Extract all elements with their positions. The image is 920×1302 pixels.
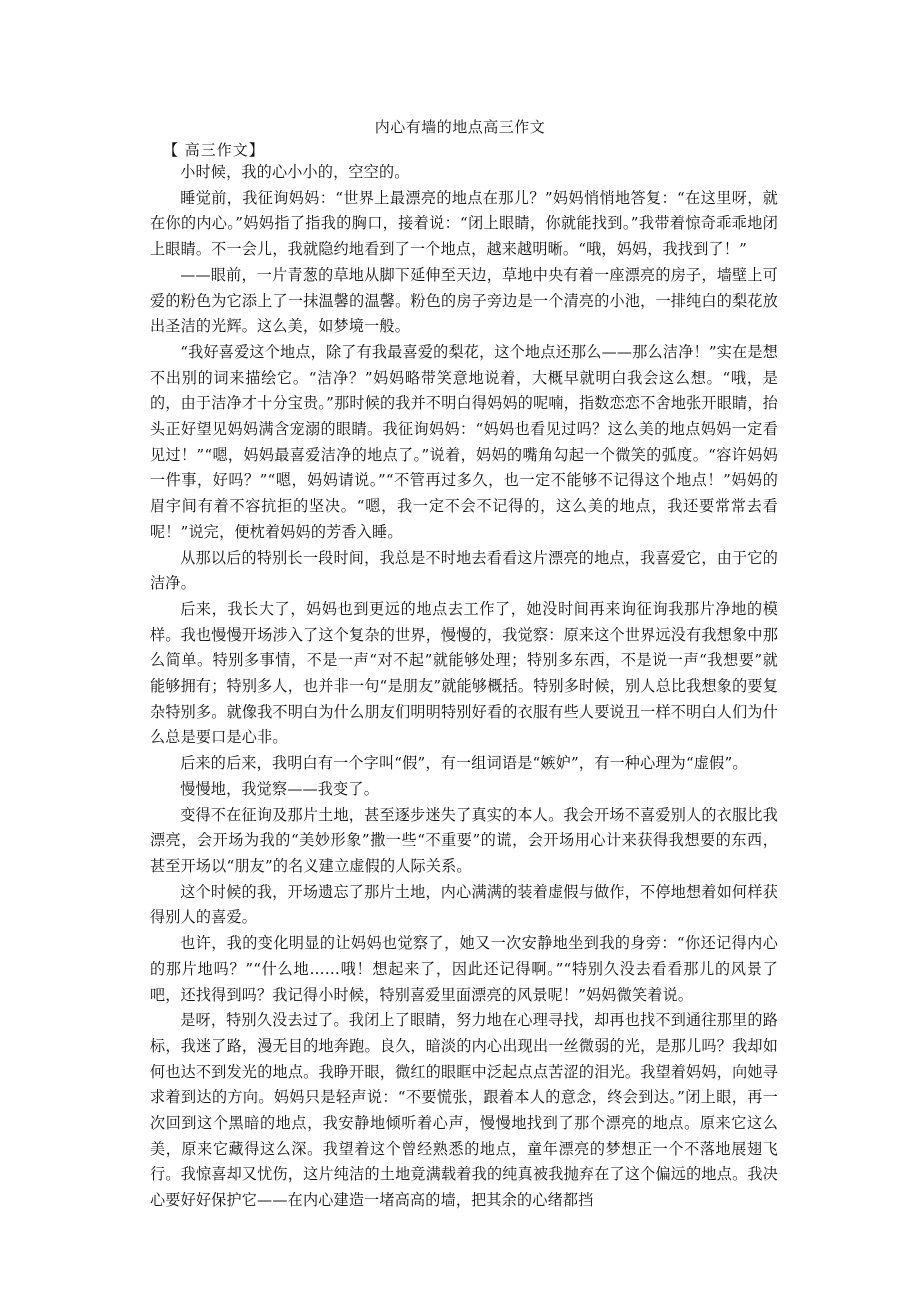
paragraph: 是呀，特别久没去过了。我闭上了眼睛，努力地在心理寻找，却再也找不到通往那里的路标，我迷了路，漫无目的地奔跑。良久，暗淡的内心出现出一丝微弱的光，是那儿吗？我却如何也达不到发光的地点。我睁开眼，微红的眼眶中泛起点点苦涩的泪光。我望着妈妈，向她寻求着到达的方向。妈妈只是轻声说：“不要慌张，跟着本人的意念，终会到达。”闭上眼，再一次回到这个黑暗的地点，我安静地倾听着心声，慢慢地找到了那个漂亮的地点。原来它这么美，原来它藏得这么深。我望着这个曾经熟悉的地点，童年漂亮的梦想正一个不落地展翅飞行。我惊喜却又忧伤，这片纯洁的土地竟满载着我的纯真被我抛弃在了这个偏远的地点。我决心要好好保护它——在内心建造一堵高高的墙，把其余的心绪都挡 bbox=[150, 1011, 778, 1210]
paragraph: 睡觉前，我征询妈妈：“世界上最漂亮的地点在那儿？”妈妈悄悄地答复：“在这里呀，就在你的内心。”妈妈指了指我的胸口，接着说：“闭上眼睛，你就能找到。”我带着惊奇乖乖地闭上眼睛。不一会儿，我就隐约地看到了一个地点，越来越明晰。“哦，妈妈，我找到了！” bbox=[150, 188, 778, 259]
paragraph: ——眼前，一片青葱的草地从脚下延伸至天边，草地中央有着一座漂亮的房子，墙壁上可爱的粉色为它添上了一抹温馨的温馨。粉色的房子旁边是一个清亮的小池，一排纯白的梨花放出圣洁的光辉。这么美，如梦境一般。 bbox=[150, 265, 778, 336]
paragraph: 这个时候的我，开场遗忘了那片土地，内心满满的装着虚假与做作，不停地想着如何样获得别人的喜爱。 bbox=[150, 882, 778, 927]
paragraph: 变得不在征询及那片土地，甚至逐步迷失了真实的本人。我会开场不喜爱别人的衣服比我漂亮，会开场为我的“美妙形象”撒一些“不重要”的谎，会开场用心计来获得我想要的东西，甚至开场以“朋友”的名义建立虚假的人际关系。 bbox=[150, 805, 778, 875]
paragraph: 后来，我长大了，妈妈也到更远的地点去工作了，她没时间再来询征询我那片净地的模样。我也慢慢开场涉入了这个复杂的世界，慢慢的，我觉察：原来这个世界远没有我想象中那么简单。特别多事情，不是一声“对不起”就能够处理；特别多东西，不是说一声“我想要”就能够拥有；特别多人，也并非一句“是朋友”就能够概括。特别多时候，别人总比我想象的要复杂特别多。就像我不明白为什么朋友们明明特别好看的衣服有些人要说丑一样不明白人们为什么总是要口是心非。 bbox=[150, 599, 778, 747]
essay-body bbox=[150, 160, 778, 1214]
paragraph: 后来的后来，我明白有一个字叫“假”，有一组词语是“嫉妒”，有一种心理为“虚假”。 bbox=[180, 754, 748, 773]
document-title: 内心有墙的地点高三作文 bbox=[374, 118, 546, 136]
category-tag: 【 高三作文】 bbox=[163, 141, 265, 159]
paragraph: 小时候，我的心小小的，空空的。 bbox=[180, 163, 410, 181]
paragraph: 也许，我的变化明显的让妈妈也觉察了，她又一次安静地坐到我的身旁：“你还记得内心的那片地吗？”“什么地……哦！想起来了，因此还记得啊。”“特别久没去看看那儿的风景了吧，还找得到吗？我记得小时候，特别喜爱里面漂亮的风景呢！”妈妈微笑着说。 bbox=[150, 934, 778, 1004]
paragraph: 从那以后的特别长一段时间，我总是不时地去看看这片漂亮的地点，我喜爱它，由于它的洁净。 bbox=[150, 548, 778, 593]
paragraph: “我好喜爱这个地点，除了有我最喜爱的梨花，这个地点还那么——那么洁净！”实在是想不出别的词来描绘它。“洁净？”妈妈略带笑意地说着，大概早就明白我会这么想。“哦，是的，由于洁净才十分宝贵。”那时候的我并不明白得妈妈的呢喃，指数恋恋不舍地张开眼睛，抬头正好望见妈妈满含宠溺的眼睛。我征询妈妈：“妈妈也看见过吗？这么美的地点妈妈一定看见过！”“嗯，妈妈最喜爱洁净的地点了。”说着，妈妈的嘴角勾起一个微笑的弧度。“容许妈妈一件事，好吗？”“嗯，妈妈请说。”“不管再过多久，也一定不能够不记得这个地点！”妈妈的眉宇间有着不容抗拒的坚决。“嗯，我一定不会不记得的，这么美的地点，我还要常常去看呢！”说完，便枕着妈妈的芳香入睡。 bbox=[150, 342, 778, 541]
paragraph: 慢慢地，我觉察——我变了。 bbox=[180, 779, 380, 798]
